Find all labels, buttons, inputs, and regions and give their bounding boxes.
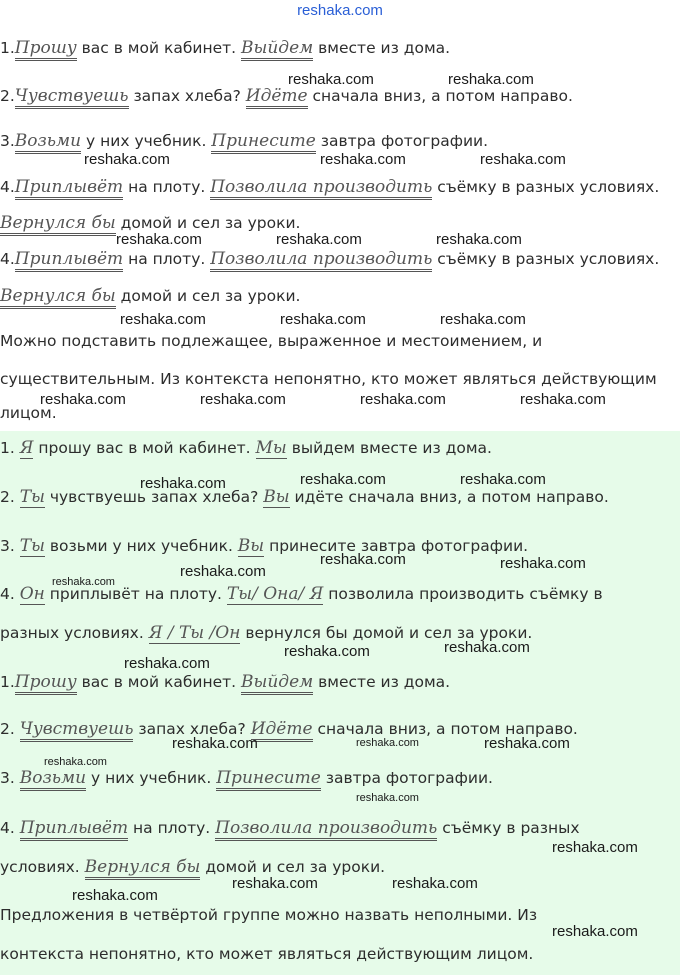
watermark: reshaka.com (320, 551, 406, 568)
subject: Мы (255, 438, 287, 458)
predicate: Приплывёт (15, 177, 123, 200)
watermark: reshaka.com (484, 735, 570, 752)
note-1-line-3: лицом. (0, 404, 57, 422)
s1-sentence-1: 1.Прошу вас в мой кабинет. Выйдем вместе из дома. (0, 38, 450, 58)
subject: Я / Ты /Он (148, 623, 241, 643)
s2-sentence-4-cont: разных условиях. Я / Ты /Он вернулся бы домой и сел за уроки. (0, 623, 533, 643)
subject: Вы (263, 487, 290, 507)
s1-sentence-3: 3.Возьми у них учебник. Принесите завтра фотографии. (0, 131, 488, 151)
watermark: reshaka.com (180, 563, 266, 580)
watermark: reshaka.com (500, 555, 586, 572)
predicate: Принесите (216, 768, 321, 791)
subject: Ты/ Она/ Я (226, 584, 324, 604)
predicate: Выйдем (241, 38, 313, 61)
s3-sentence-4-cont: условиях. Вернулся бы домой и сел за уроки. (0, 857, 385, 877)
s1-sentence-4b: 4.Приплывёт на плоту. Позволила производить съёмку в разных условиях. (0, 249, 659, 269)
s1-sentence-4b-cont: Вернулся бы домой и сел за уроки. (0, 286, 300, 306)
s2-sentence-2: 2. Ты чувствуешь запах хлеба? Вы идёте сначала вниз, а потом направо. (0, 487, 609, 507)
predicate: Приплывёт (15, 249, 123, 272)
watermark: reshaka.com (120, 311, 206, 328)
watermark: reshaka.com (392, 875, 478, 892)
predicate: Позволила производить (215, 818, 437, 841)
subject: Вы (237, 536, 265, 556)
predicate: Прошу (15, 672, 77, 695)
watermark: reshaka.com (284, 643, 370, 660)
predicate: Возьми (20, 768, 86, 791)
watermark: reshaka.com (520, 391, 606, 408)
predicate: Чувствуешь (15, 86, 129, 109)
s3-sentence-1: 1.Прошу вас в мой кабинет. Выйдем вместе из дома. (0, 672, 450, 692)
watermark: reshaka.com (140, 475, 226, 492)
predicate: Возьми (15, 131, 81, 154)
predicate: Принесите (211, 131, 316, 154)
watermark: reshaka.com (124, 655, 210, 672)
watermark: reshaka.com (436, 231, 522, 248)
watermark: reshaka.com (44, 756, 107, 768)
predicate: Идёте (251, 719, 313, 742)
note-1-line-2: существительным. Из контекста непонятно, кто может являться действующим (0, 370, 657, 388)
watermark: reshaka.com (552, 839, 638, 856)
s2-sentence-4: 4. Он приплывёт на плоту. Ты/ Она/ Я позволила производить съёмку в (0, 584, 603, 604)
watermark: reshaka.com (288, 71, 374, 88)
predicate: Позволила производить (210, 249, 432, 272)
subject: Он (19, 584, 45, 604)
predicate: Позволила производить (210, 177, 432, 200)
note-2-line-1: Предложения в четвёртой группе можно назвать неполными. Из (0, 906, 538, 924)
subject: Ты (19, 536, 45, 556)
watermark: reshaka.com (232, 875, 318, 892)
s2-sentence-3: 3. Ты возьми у них учебник. Вы принесите завтра фотографии. (0, 536, 529, 556)
watermark: reshaka.com (172, 735, 258, 752)
predicate: Выйдем (241, 672, 313, 695)
subject: Я (19, 438, 34, 458)
predicate: Прошу (15, 38, 77, 61)
watermark: reshaka.com (320, 151, 406, 168)
watermark: reshaka.com (72, 887, 158, 904)
predicate: Приплывёт (20, 818, 128, 841)
watermark: reshaka.com (356, 792, 419, 804)
s3-sentence-2: 2. Чувствуешь запах хлеба? Идёте сначала вниз, а потом направо. (0, 719, 578, 739)
watermark: reshaka.com (300, 471, 386, 488)
note-1-line-1: Можно подставить подлежащее, выраженное и местоимением, и (0, 332, 543, 350)
s3-sentence-3: 3. Возьми у них учебник. Принесите завтра фотографии. (0, 768, 493, 788)
subject: Ты (19, 487, 45, 507)
watermark: reshaka.com (460, 471, 546, 488)
watermark: reshaka.com (360, 391, 446, 408)
watermark: reshaka.com (116, 231, 202, 248)
predicate: Идёте (246, 86, 308, 109)
s1-sentence-2: 2.Чувствуешь запах хлеба? Идёте сначала вниз, а потом направо. (0, 86, 573, 106)
site-header[interactable]: reshaka.com (297, 2, 383, 19)
predicate: Вернулся бы (0, 286, 116, 309)
watermark: reshaka.com (280, 311, 366, 328)
s3-sentence-4: 4. Приплывёт на плоту. Позволила производить съёмку в разных (0, 818, 580, 838)
watermark: reshaka.com (440, 311, 526, 328)
watermark: reshaka.com (276, 231, 362, 248)
watermark: reshaka.com (552, 923, 638, 940)
s1-sentence-4a-cont: Вернулся бы домой и сел за уроки. (0, 213, 300, 233)
watermark: reshaka.com (356, 737, 419, 749)
predicate: Вернулся бы (0, 213, 116, 236)
predicate: Вернулся бы (85, 857, 201, 880)
s2-sentence-1: 1. Я прошу вас в мой кабинет. Мы выйдем вместе из дома. (0, 438, 492, 458)
watermark: reshaka.com (52, 576, 115, 588)
watermark: reshaka.com (40, 391, 126, 408)
watermark: reshaka.com (200, 391, 286, 408)
watermark: reshaka.com (444, 639, 530, 656)
s1-sentence-4a: 4.Приплывёт на плоту. Позволила производить съёмку в разных условиях. (0, 177, 659, 197)
note-2-line-2: контекста непонятно, кто может являться действующим лицом. (0, 945, 534, 963)
watermark: reshaka.com (84, 151, 170, 168)
predicate: Чувствуешь (20, 719, 134, 742)
watermark: reshaka.com (480, 151, 566, 168)
watermark: reshaka.com (448, 71, 534, 88)
